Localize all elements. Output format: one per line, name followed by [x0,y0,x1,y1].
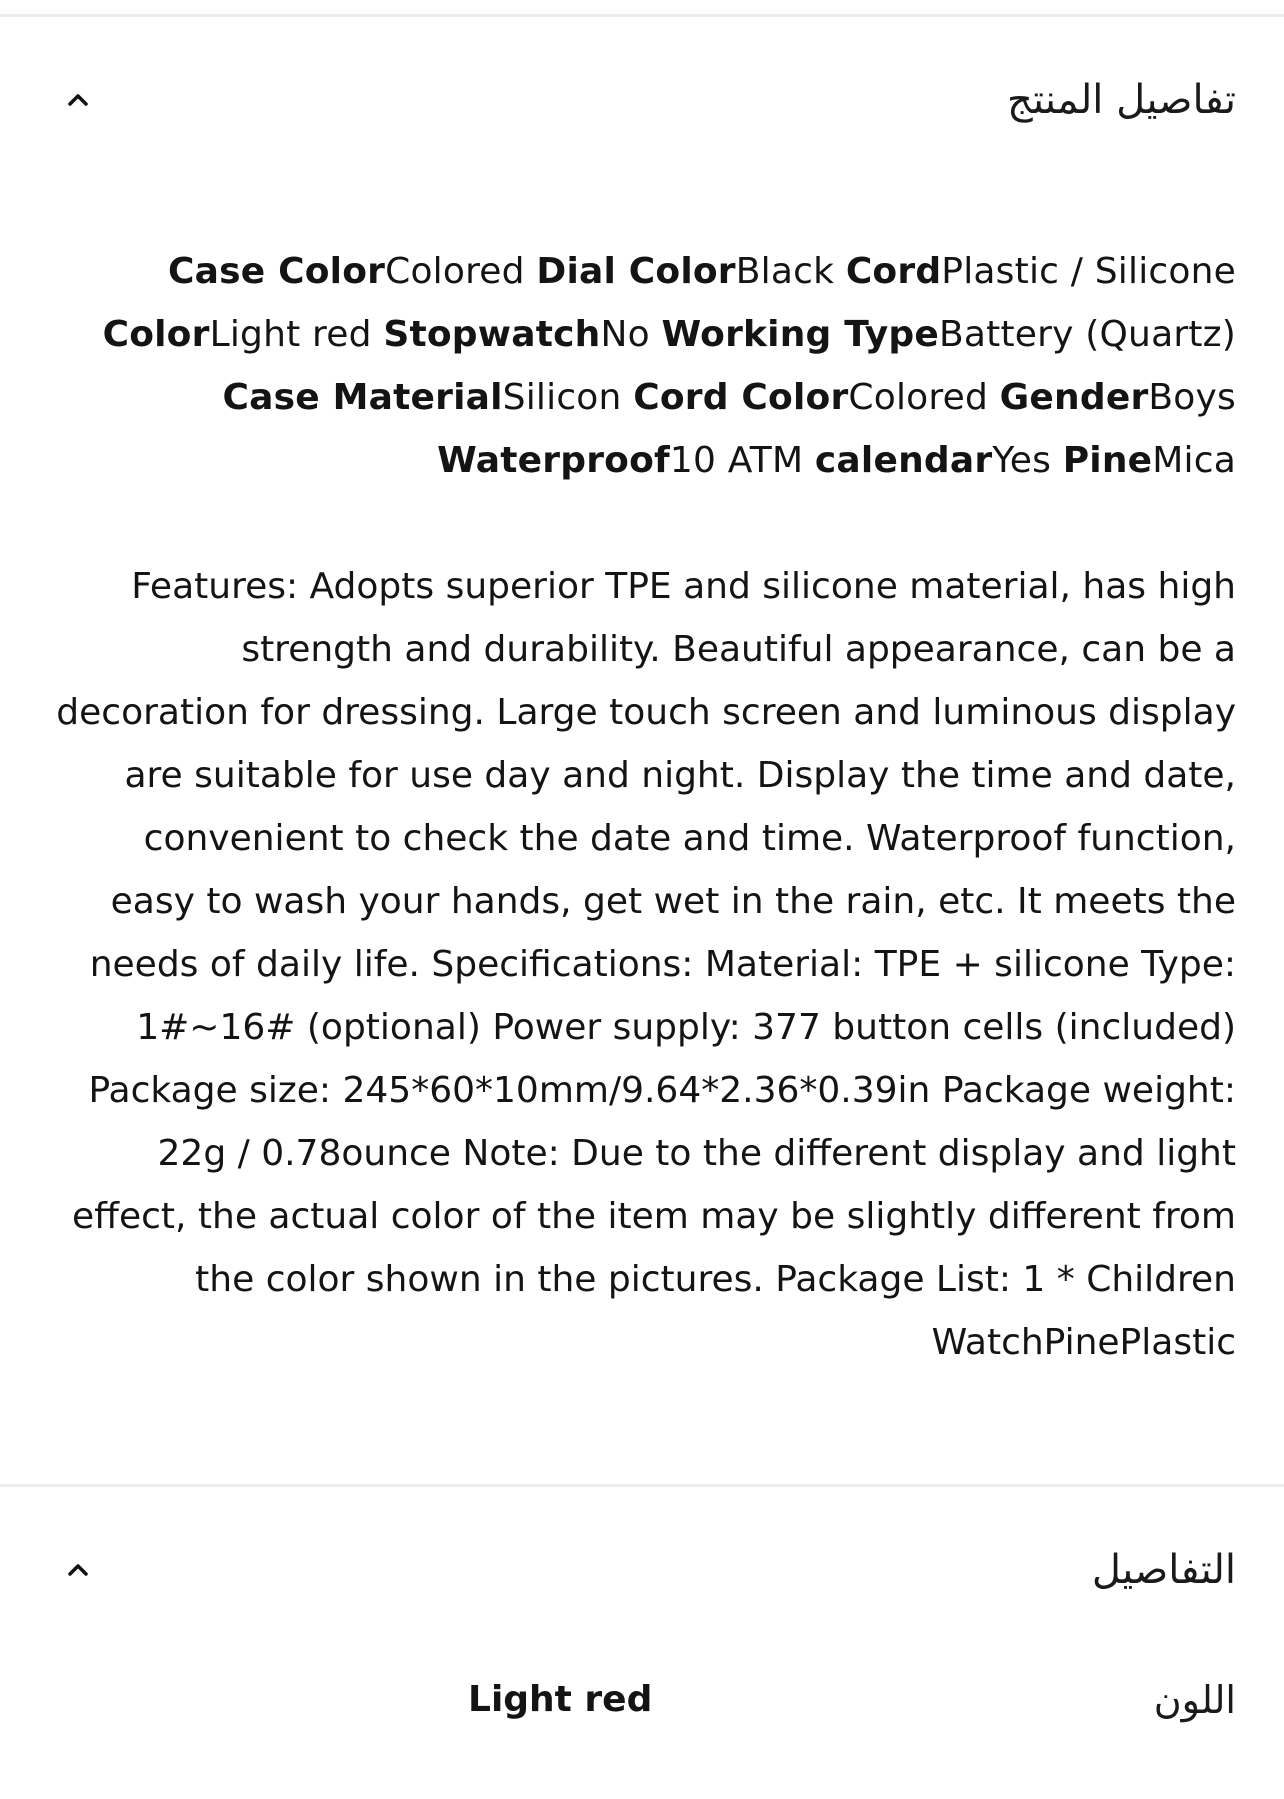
spec-label: Cord Color [633,377,849,418]
spec-value: Colored [848,377,989,418]
spec-list [60,240,1236,492]
spec-value: Light red [209,314,372,355]
spec-item [662,314,1236,355]
spec-label: Color [102,314,210,355]
spec-item [536,251,834,292]
spec-value: Yes [992,440,1052,481]
spec-label: Cord [845,251,942,292]
spec-label: Pine [1062,440,1153,481]
spec-label: Dial Color [536,251,736,292]
chevron-up-icon[interactable] [62,1554,94,1586]
section-divider [0,1484,1284,1487]
spec-item [222,377,621,418]
chevron-up-icon[interactable] [62,84,94,116]
spec-value: Battery (Quartz) [938,314,1236,355]
spec-label: Stopwatch [383,314,601,355]
spec-label: Case Material [222,377,503,418]
detail-value: Light red [468,1679,653,1720]
product-details-header[interactable] [0,62,1284,142]
spec-label: Working Type [661,314,939,355]
spec-item [103,314,372,355]
top-divider [0,14,1284,17]
spec-item [437,440,803,481]
product-description: Features: Adopts superior TPE and silicone material, has high strength and durability. Beautiful appearance, can be a decoration for dressing. Large touch screen and luminous display are suitable for use day and night. Display the time and date, convenient to check the date and time. Waterproof function, easy to wash your hands, get wet in the rain, etc. It meets the needs of daily life. Specifications: Material: TPE + silicone Type: 1#~16# (optional) Power supply: 377 button cells (included) Package size: 245*60*10mm/9.64*2.36*0.39in Package weight: 22g / 0.78ounce Note: Due to the different display and light effect, the actual color of the item may be slightly different from the color shown in the pictures. Package List: 1 * Children WatchPinePlastic [56,566,1236,1363]
spec-value: No [600,314,650,355]
spec-label: Gender [999,377,1149,418]
spec-label: Waterproof [437,440,670,481]
detail-key: اللون [1153,1678,1236,1722]
spec-value: Black [735,251,835,292]
spec-label: Case Color [168,251,386,292]
spec-value: Plastic / Silicone [941,251,1236,292]
section-title-product-details: تفاصيل المنتج [1007,77,1236,123]
section-title-details: التفاصيل [1091,1547,1236,1593]
spec-item [815,440,1051,481]
spec-item [168,251,525,292]
spec-label: calendar [814,440,993,481]
spec-item [1000,377,1236,418]
spec-value: Boys [1148,377,1236,418]
detail-row-color [0,1672,1284,1732]
details-header[interactable] [0,1530,1284,1610]
spec-value: 10 ATM [669,440,804,481]
spec-item [633,377,988,418]
spec-value: Colored [385,251,525,292]
spec-item [383,314,650,355]
spec-value: Mica [1152,440,1236,481]
spec-item [1063,440,1236,481]
spec-item [846,251,1236,292]
spec-value: Silicon [502,377,622,418]
